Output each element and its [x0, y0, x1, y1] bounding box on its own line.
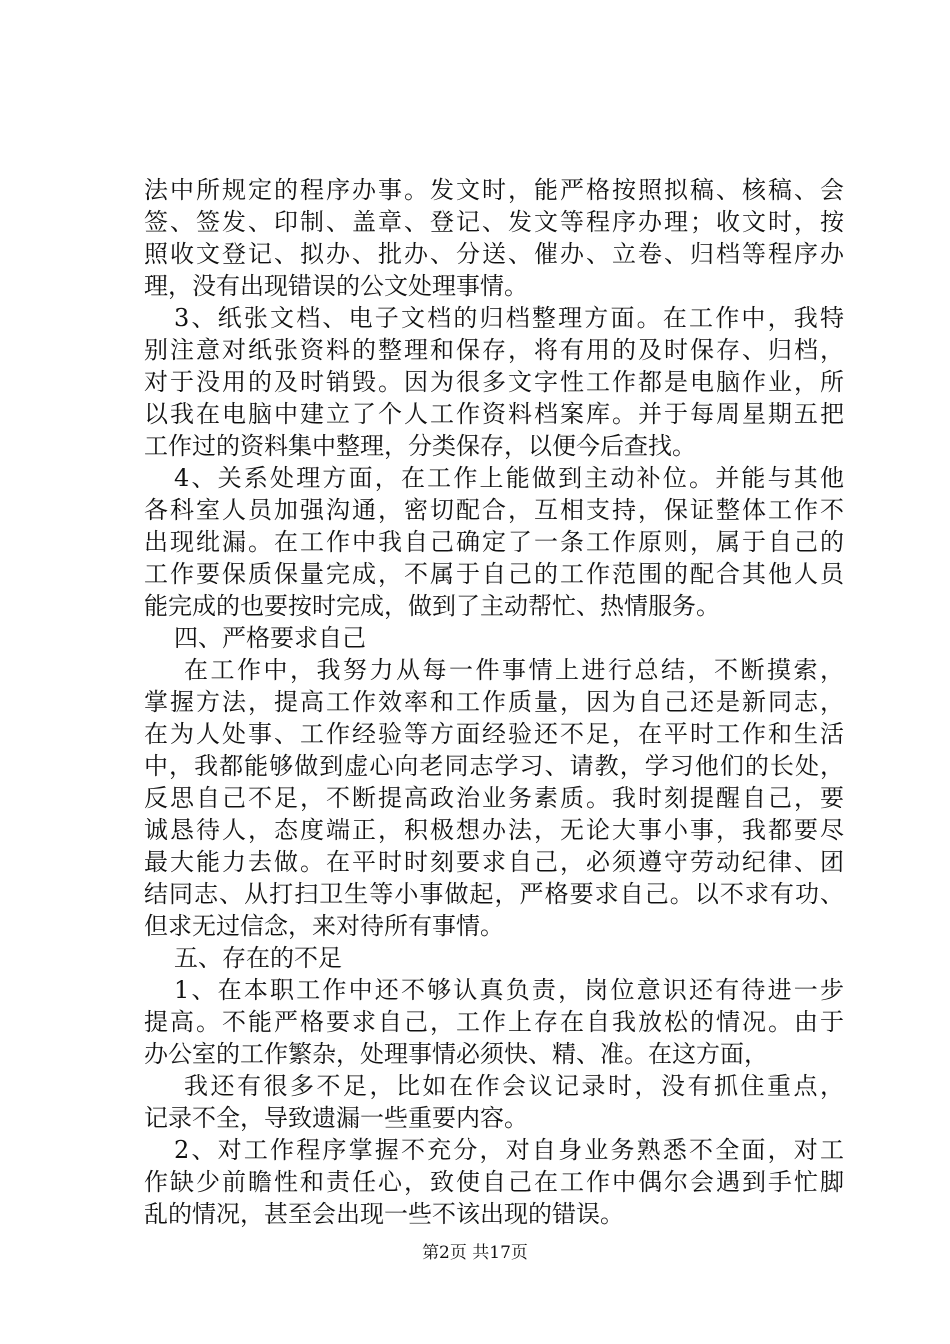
body-line-29: 我还有很多不足，比如在作会议记录时，没有抓住重点， — [184, 1072, 844, 1100]
body-line-1: 法中所规定的程序办事。发文时，能严格按照拟稿、核稿、会 — [144, 176, 844, 204]
body-line-4: 理，没有出现错误的公文处理事情。 — [144, 272, 528, 300]
body-line-18: 在为人处事、工作经验等方面经验还不足，在平时工作和生活 — [144, 720, 844, 748]
body-line-32: 作缺少前瞻性和责任心，致使自己在工作中偶尔会遇到手忙脚 — [144, 1168, 844, 1196]
section-heading-5: 五、存在的不足 — [174, 944, 342, 972]
document-body — [144, 174, 844, 1230]
body-line-22: 最大能力去做。在平时时刻要求自己，必须遵守劳动纪律、团 — [144, 848, 844, 876]
body-line-24: 但求无过信念，来对待所有事情。 — [144, 912, 504, 940]
body-line-11: 各科室人员加强沟通，密切配合，互相支持，保证整体工作不 — [144, 496, 844, 524]
body-line-9: 工作过的资料集中整理，分类保存，以便今后查找。 — [144, 432, 696, 460]
body-line-6: 别注意对纸张资料的整理和保存，将有用的及时保存、归档， — [144, 336, 844, 364]
body-line-28: 办公室的工作繁杂，处理事情必须快、精、准。在这方面， — [144, 1040, 768, 1068]
body-line-14: 能完成的也要按时完成，做到了主动帮忙、热情服务。 — [144, 592, 720, 620]
body-line-31: 2、对工作程序掌握不充分，对自身业务熟悉不全面，对工 — [174, 1136, 844, 1164]
body-line-23: 结同志、从打扫卫生等小事做起，严格要求自己。以不求有功、 — [144, 880, 844, 908]
body-line-33: 乱的情况，甚至会出现一些不该出现的错误。 — [144, 1200, 624, 1228]
body-line-5: 3、纸张文档、电子文档的归档整理方面。在工作中，我特 — [174, 304, 844, 332]
body-line-16: 在工作中，我努力从每一件事情上进行总结，不断摸索， — [184, 656, 844, 684]
body-line-7: 对于没用的及时销毁。因为很多文字性工作都是电脑作业，所 — [144, 368, 844, 396]
body-line-12: 出现纰漏。在工作中我自己确定了一条工作原则，属于自己的 — [144, 528, 844, 556]
body-line-10: 4、关系处理方面，在工作上能做到主动补位。并能与其他 — [174, 464, 844, 492]
body-line-13: 工作要保质保量完成，不属于自己的工作范围的配合其他人员 — [144, 560, 844, 588]
section-heading-4: 四、严格要求自己 — [174, 624, 366, 652]
body-line-30: 记录不全，导致遗漏一些重要内容。 — [144, 1104, 528, 1132]
body-line-2: 签、签发、印制、盖章、登记、发文等程序办理；收文时，按 — [144, 208, 844, 236]
body-line-8: 以我在电脑中建立了个人工作资料档案库。并于每周星期五把 — [144, 400, 844, 428]
body-line-20: 反思自己不足，不断提高政治业务素质。我时刻提醒自己，要 — [144, 784, 844, 812]
body-line-17: 掌握方法，提高工作效率和工作质量，因为自己还是新同志， — [144, 688, 844, 716]
body-line-26: 1、在本职工作中还不够认真负责，岗位意识还有待进一步 — [174, 976, 844, 1004]
page-number-footer: 第2页 共17页 — [422, 1243, 528, 1263]
body-line-19: 中，我都能够做到虚心向老同志学习、请教，学习他们的长处， — [144, 752, 844, 780]
body-line-21: 诚恳待人，态度端正，积极想办法，无论大事小事，我都要尽 — [144, 816, 844, 844]
body-line-3: 照收文登记、拟办、批办、分送、催办、立卷、归档等程序办 — [144, 240, 844, 268]
body-line-27: 提高。不能严格要求自己，工作上存在自我放松的情况。由于 — [144, 1008, 844, 1036]
